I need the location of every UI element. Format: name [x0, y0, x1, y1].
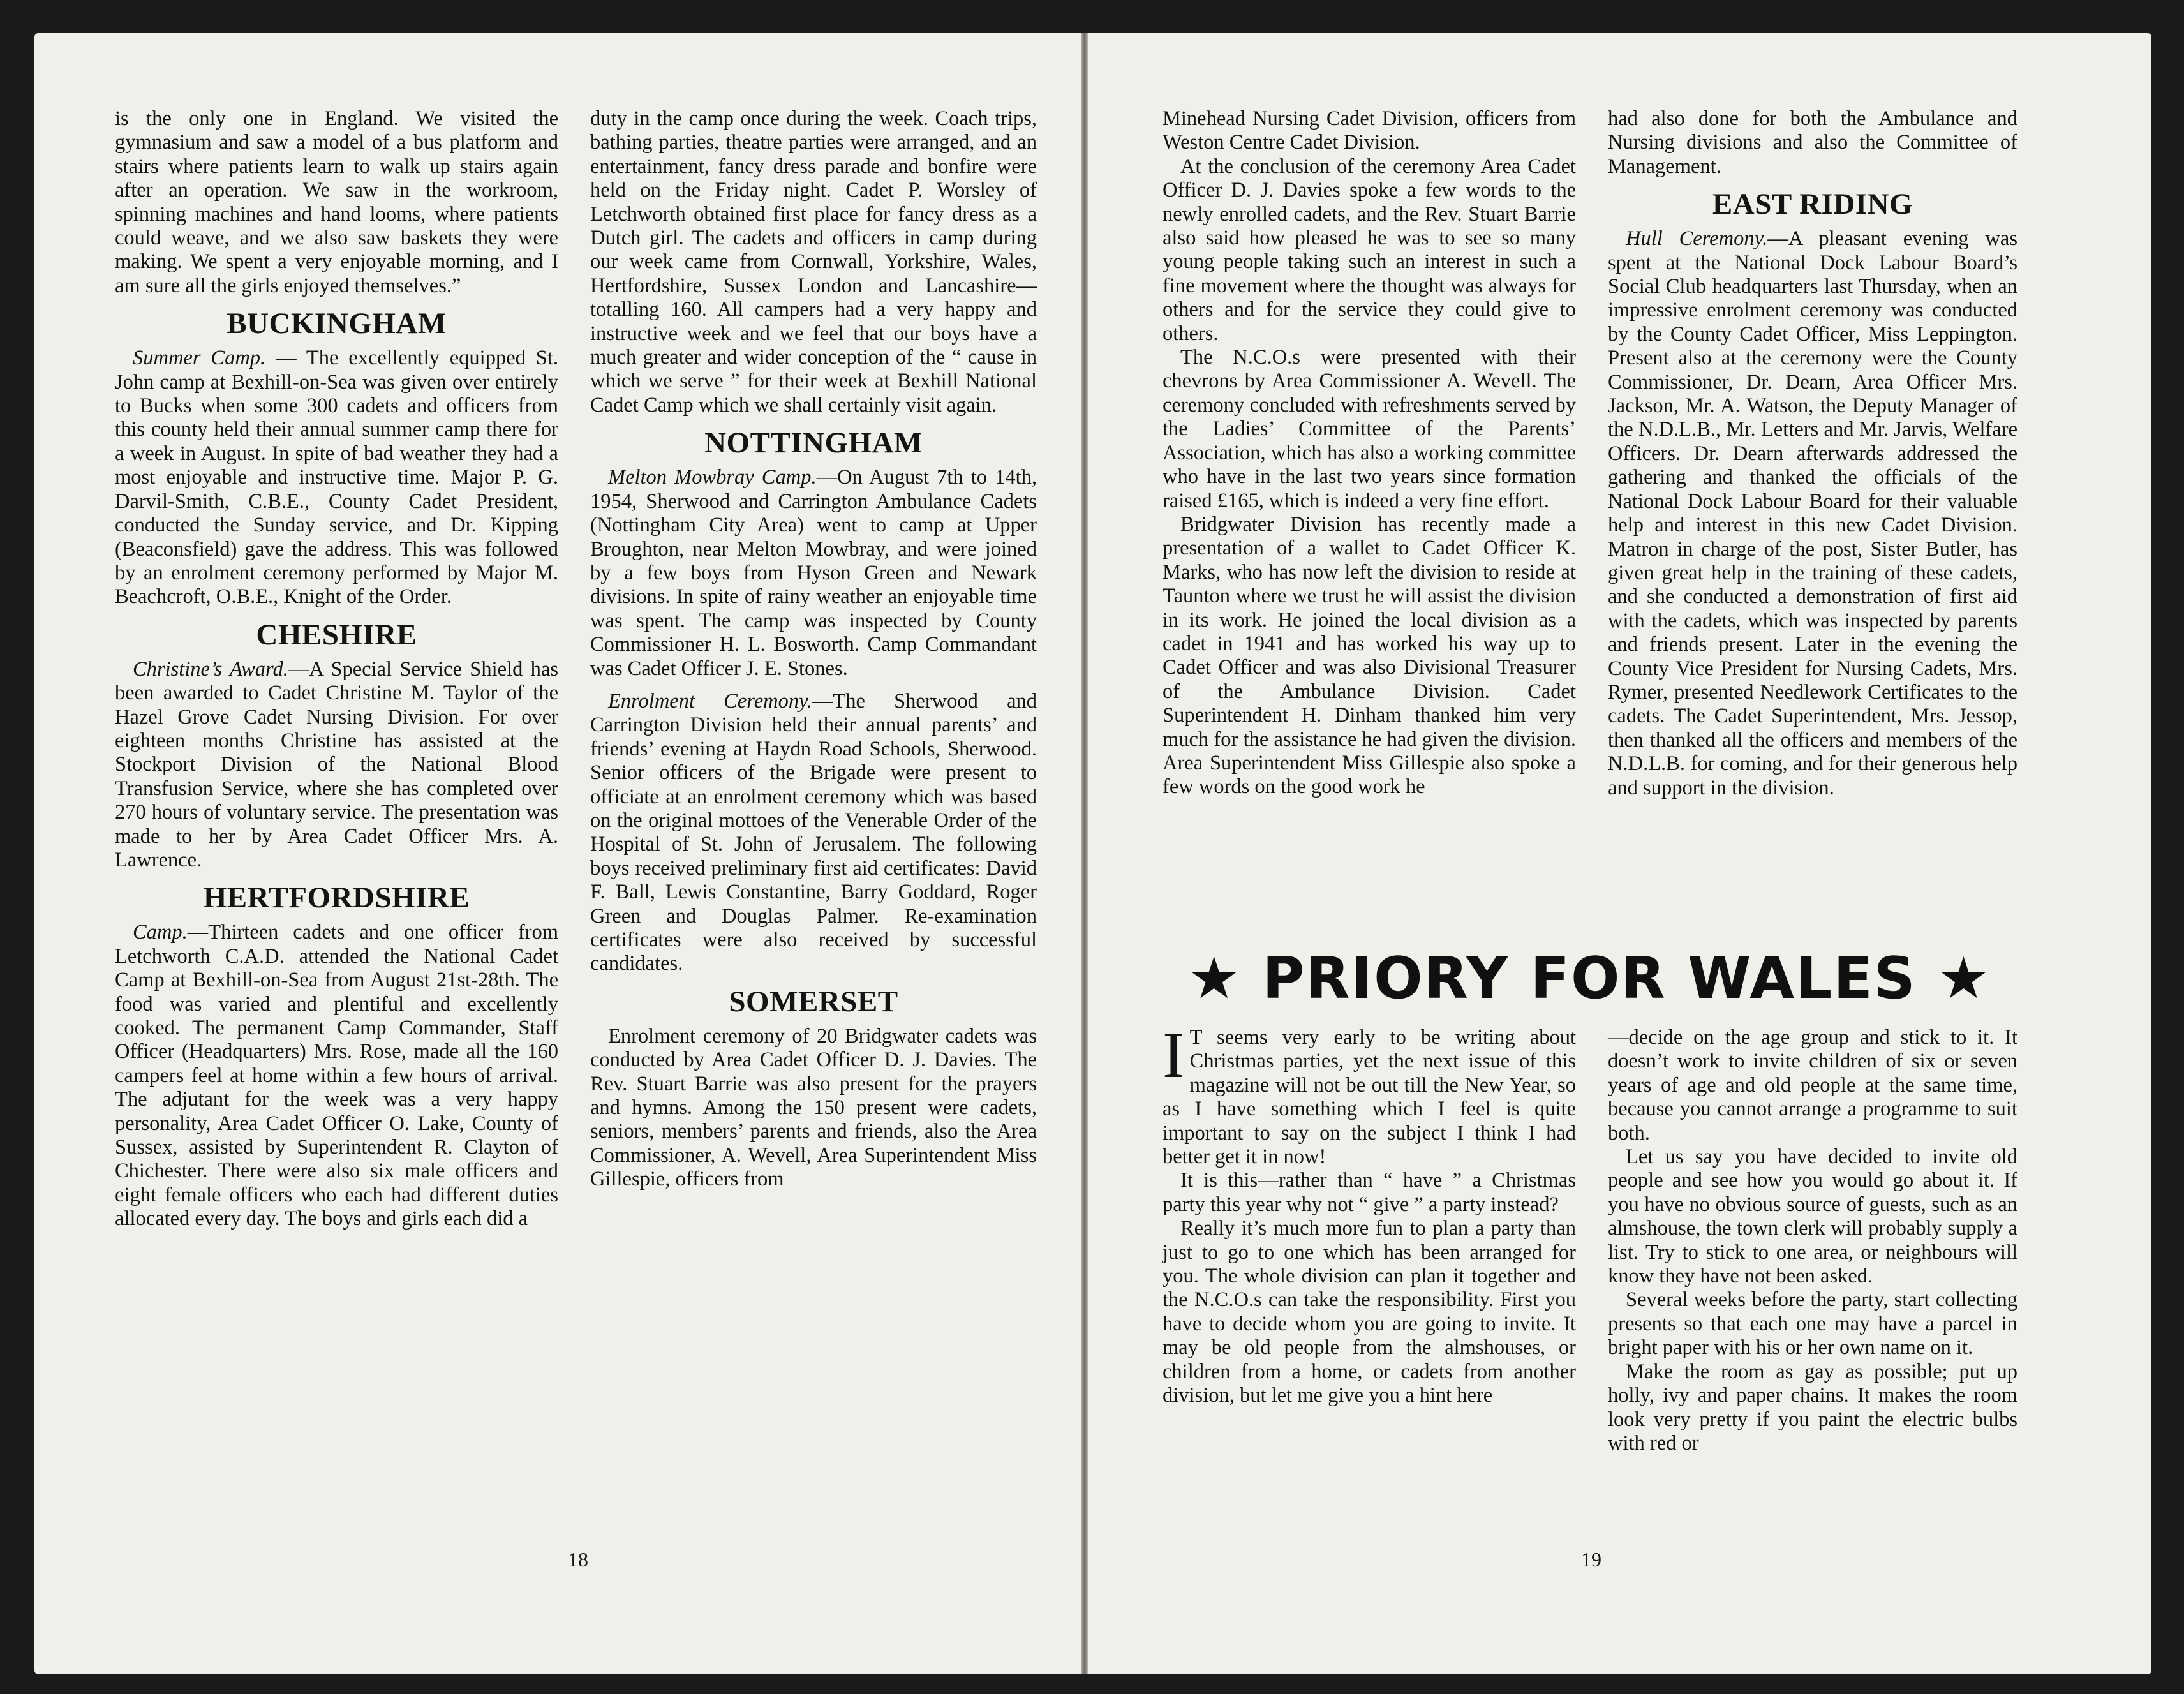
page-number-left: 18	[568, 1548, 588, 1571]
column-3	[1163, 107, 1576, 799]
paragraph-somerset: Enrolment ceremony of 20 Bridgwater cadets was conducted by Area Cadet Officer D. J. Davies. The Rev. Stuart Barrie was also present for the prayers and hymns. Among the 150 present were cadets, seniors, members’ parents and friends, also the Area Commissioner, A. Wevell, Area Superintendent Miss Gillespie, officers from	[590, 1024, 1037, 1191]
paragraph-cheshire	[115, 658, 558, 873]
paragraph: Several weeks before the party, start collecting presents so that each one may have a parcel in bright paper with his or her own name on it.	[1608, 1288, 2017, 1360]
paragraph: Make the room as gay as possible; put up holly, ivy and paper chains. It makes the room look very pretty if you paint the electric bulbs with red or	[1608, 1360, 2017, 1455]
page-number-right: 19	[1581, 1548, 1601, 1571]
paragraph: At the conclusion of the ceremony Area Cadet Officer D. J. Davies spoke a few words to the newly enrolled cadets, and the Rev. Stuart Barrie also said how pleased he was to see so many young people taking such an interest in such a fine movement where the thought was always for others and for the service they could give to others.	[1163, 154, 1576, 345]
banner-title: PRIORY FOR WALES	[1262, 945, 1917, 1012]
paragraph: —decide on the age group and stick to it. It doesn’t work to invite children of six or seven years of age and old people at the same time, because you cannot arrange a programme to suit both.	[1608, 1026, 2017, 1145]
runin-hull-ceremony: Hull Ceremony.	[1626, 227, 1768, 251]
heading-cheshire: CHESHIRE	[256, 618, 417, 651]
runin-christines-award: Christine’s Award.	[133, 657, 288, 681]
star-icon: ★	[1188, 945, 1241, 1012]
priory-for-wales-banner	[1161, 947, 2017, 1011]
runin-camp: Camp.	[133, 921, 188, 944]
heading-nottingham: NOTTINGHAM	[704, 426, 923, 460]
paragraph: is the only one in England. We visited the gymnasium and saw a model of a bus platform and stairs where patients learn to walk up stairs again after an operation. We saw in the workroom, spinning machines and hand looms, where patients could weave, and we also saw baskets they were making. We spent a very enjoyable morning, and I am sure all the girls enjoyed themselves.”	[115, 107, 558, 297]
paragraph: Really it’s much more fun to plan a party than just to go to one which has been arranged for you. The whole division can plan it together and the N.C.O.s can take the responsibility. First you have to decide whom you are going to invite. It may be old people from the almshouses, or children from a home, or cadets from another division, but let me give you a hint here	[1163, 1217, 1576, 1408]
paragraph-text: —The Sherwood and Carrington Division held their annual parents’ and friends’ evening at Haydn Road Schools, Sherwood. Senior officers of the Brigade were present to officiate at an enrolment ceremony which was based on the original mottoes of the Venerable Order of the Hospital of St. John of Jerusalem. The following boys received preliminary first aid certificates: David F. Ball, Lewis Constantine, Barry Goddard, Roger Green and Douglas Palmer. Re-examination certificates were also received by successful candidates.	[590, 689, 1037, 976]
heading-somerset: SOMERSET	[729, 984, 898, 1018]
paragraph-hertfordshire	[115, 921, 558, 1231]
paragraph-melton-mowbray	[590, 466, 1037, 681]
paragraph-text: —A pleasant evening was spent at the National Dock Labour Board’s Social Club headquarters last Thursday, when an impressive enrolment ceremony was conducted by the County Cadet Officer, Miss Leppington. Present also at the ceremony were the County Commissioner, Dr. Dearn, Area Officer Mrs. Jackson, Mr. A. Watson, the Deputy Manager of the N.D.L.B., Mr. Letters and Mr. Jarvis, Welfare Officers. Dr. Dearn afterwards addressed the gathering and thanked the officials of the National Dock Labour Board for their valuable help and interest in this new Cadet Division. Matron in charge of the post, Sister Butler, has given great help in the training of these cadets, and she conducted a demonstration of first aid with the cadets, which was inspected by parents and friends present. Later in the evening the County Vice President for Nursing Cadets, Mrs. Rymer, presented Needlework Certificates to the cadets. The Cadet Superintendent, Mrs. Jessop, then thanked all the officers and members of the N.D.L.B. for coming, and for their generous help and support in the division.	[1608, 227, 2017, 799]
paragraph: It is this—rather than “ have ” a Christmas party this year why not “ give ” a party instead?	[1163, 1169, 1576, 1216]
star-icon: ★	[1937, 945, 1991, 1012]
paragraph-text: — The excellently equipped St. John camp at Bexhill-on-Sea was given over entirely to Bucks when some 300 cadets and officers from this county held their annual summer camp there for a week in August. In spite of bad weather they had a most enjoyable and instructive time. Major P. G. Darvil-Smith, C.B.E., County Cadet President, conducted the Sunday service, and Dr. Kipping (Beaconsfield) gave the address. This was followed by an enrolment ceremony performed by Major M. Beachcroft, O.B.E., Knight of the Order.	[115, 346, 558, 609]
runin-enrolment-ceremony: Enrolment Ceremony.	[608, 689, 812, 713]
paragraph: Let us say you have decided to invite old people and see how you would go about it. If you have no obvious source of guests, such as an almshouse, the town clerk will probably supply a list. Try to stick to one area, or neighbours will know they have not been asked.	[1608, 1145, 2017, 1288]
column-5	[1163, 1018, 1576, 1408]
runin-summer-camp: Summer Camp.	[133, 346, 266, 370]
heading-east-riding: EAST RIDING	[1712, 188, 1913, 221]
paragraph-buckingham	[115, 346, 558, 609]
drop-cap: I	[1163, 1018, 1185, 1092]
paragraph-text: —Thirteen cadets and one officer from Letchworth C.A.D. attended the National Cadet Camp at Bexhill-on-Sea from August 21st-28th. The food was varied and plentiful and excellently cooked. The permanent Camp Commander, Staff Officer (Headquarters) Mrs. Rose, made all the 160 campers feel at home within a few hours of arrival. The adjutant for the week was a very happy personality, Area Cadet Officer O. Lake, County of Sussex, assisted by Superintendent R. Clayton of Chichester. There were also six male officers and eight female officers who each had different duties allocated every day. The boys and girls each did a	[115, 921, 558, 1231]
paragraph-text: —A Special Service Shield has been awarded to Cadet Christine M. Taylor of the Hazel Grove Cadet Nursing Division. For over eighteen months Christine has assisted at the Stockport Division of the National Blood Transfusion Service, where she has completed over 270 hours of voluntary service. The presentation was made to her by Area Cadet Officer Mrs. A. Lawrence.	[115, 657, 559, 872]
paragraph-lead	[1163, 1018, 1576, 1169]
paragraph: Minehead Nursing Cadet Division, officers from Weston Centre Cadet Division.	[1163, 107, 1576, 154]
paragraph: The N.C.O.s were presented with their chevrons by Area Commissioner A. Wevell. The ceremony concluded with refreshments served by the Ladies’ Committee of the Parents’ Association, which has also a working committee who have in the last two years since formation raised £165, which is indeed a very fine effort.	[1163, 346, 1576, 512]
heading-hertfordshire: HERTFORDSHIRE	[203, 881, 470, 915]
paragraph: duty in the camp once during the week. Coach trips, bathing parties, theatre parties were arranged, and an entertainment, fancy dress parade and bonfire were held on the Friday night. Cadet P. Worsley of Letchworth obtained first place for fancy dress as a Dutch girl. The cadets and officers in camp during our week came from Cornwall, Yorkshire, Wales, Hertfordshire, Sussex London and Lancashire—totalling 160. All campers had a very happy and instructive week and we feel that our boys have a much greater and wider conception of the “ cause in which we serve ” for their week at Bexhill National Cadet Camp which we shall certainly visit again.	[590, 107, 1037, 417]
paragraph: Bridgwater Division has recently made a presentation of a wallet to Cadet Officer K. Marks, who has now left the division to reside at Taunton where we trust he will assist the division in its work. He joined the local division as a cadet in 1941 and has worked his way up to Cadet Officer and was also Divisional Treasurer of the Ambulance Division. Cadet Superintendent H. Dinham thanked him very much for the assistance he had given the division. Area Superintendent Miss Gillespie also spoke a few words on the good work he	[1163, 512, 1576, 799]
runin-melton-mowbray-camp: Melton Mowbray Camp.	[608, 466, 817, 489]
paragraph-text: —On August 7th to 14th, 1954, Sherwood and Carrington Ambulance Cadets (Nottingham City Area) went to camp at Upper Broughton, near Melton Mowbray, and were joined by a few boys from Hyson Green and Newark divisions. In spite of rainy weather an enjoyable time was spent. The camp was inspected by County Commissioner H. L. Bosworth. Camp Commandant was Cadet Officer J. E. Stones.	[590, 466, 1037, 680]
paragraph-enrolment	[590, 690, 1037, 976]
paragraph-hull-ceremony	[1608, 227, 2017, 800]
column-1	[115, 107, 558, 1231]
spine-gutter	[1081, 33, 1088, 1674]
column-2	[590, 107, 1037, 1192]
paragraph: had also done for both the Ambulance and Nursing divisions and also the Committee of Management.	[1608, 107, 2017, 178]
paragraph-text: T seems very early to be writing about Christmas parties, yet the next issue of this magazine will not be out till the New Year, so as I have something which I feel is quite important to say on the subject I think I had better get it in now!	[1163, 1026, 1576, 1169]
column-4	[1608, 107, 2017, 800]
column-6	[1608, 1026, 2017, 1455]
heading-buckingham: BUCKINGHAM	[227, 307, 447, 341]
